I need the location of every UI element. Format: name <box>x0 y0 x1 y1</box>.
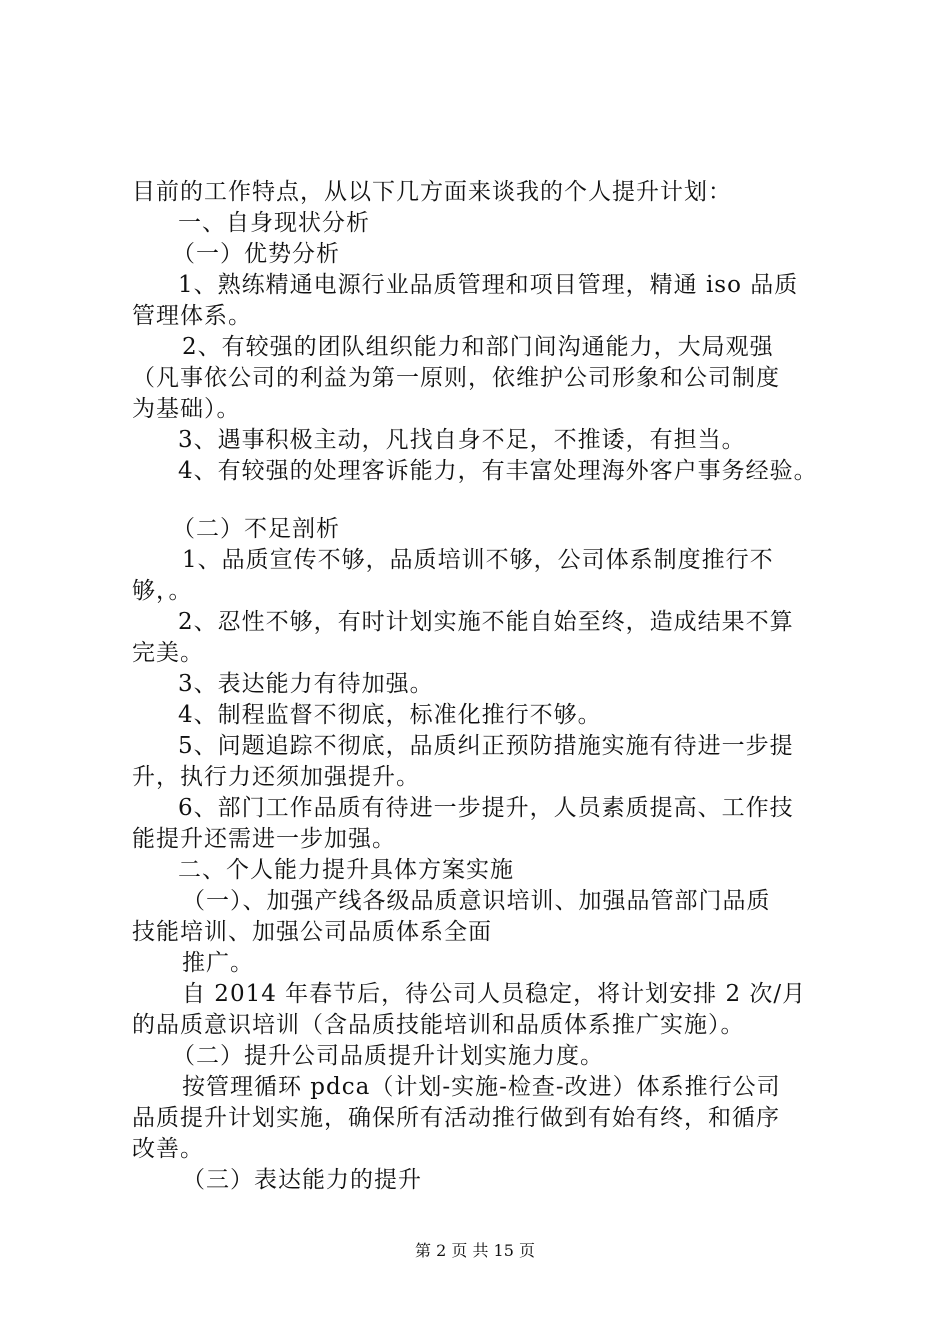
text-line-1: 目前的工作特点，从以下几方面来谈我的个人提升计划： <box>132 179 732 205</box>
text-line-5: 管理体系。 <box>132 303 252 329</box>
text-line-4: 1、熟练精通电源行业品质管理和项目管理，精通 iso 品质 <box>178 272 799 298</box>
text-line-20: 6、部门工作品质有待进一步提升，人员素质提高、工作技 <box>178 795 794 821</box>
text-line-12: 1、品质宣传不够，品质培训不够，公司体系制度推行不 <box>182 547 774 573</box>
subsection-heading-plan-2: （二）提升公司品质提升计划实施力度。 <box>172 1043 604 1069</box>
section-heading-2: 二、个人能力提升具体方案实施 <box>178 857 514 883</box>
subsection-heading-weaknesses: （二）不足剖析 <box>172 516 340 542</box>
text-line-6: 2、有较强的团队组织能力和部门间沟通能力，大局观强 <box>182 334 774 360</box>
page-number-footer: 第 2 页 共 15 页 <box>415 1241 535 1260</box>
text-line-27: 的品质意识培训（含品质技能培训和品质体系推广实施）。 <box>132 1012 745 1038</box>
text-line-9: 3、遇事积极主动，凡找自身不足，不推诿，有担当。 <box>178 427 746 453</box>
text-line-14: 2、忍性不够，有时计划实施不能自始至终，造成结果不算 <box>178 609 794 635</box>
subsection-heading-strengths: （一）优势分析 <box>172 241 340 267</box>
text-line-21: 能提升还需进一步加强。 <box>132 826 396 852</box>
text-line-24: 技能培训、加强公司品质体系全面 <box>132 919 492 945</box>
text-line-30: 品质提升计划实施，确保所有活动推行做到有始有终，和循序 <box>132 1105 780 1131</box>
text-line-26: 自 2014 年春节后，待公司人员稳定，将计划安排 2 次/月 <box>182 981 807 1007</box>
section-heading-1: 一、自身现状分析 <box>178 210 370 236</box>
text-line-17: 4、制程监督不彻底，标准化推行不够。 <box>178 702 602 728</box>
text-line-8: 为基础）。 <box>132 396 241 422</box>
text-line-31: 改善。 <box>132 1136 204 1162</box>
text-line-16: 3、表达能力有待加强。 <box>178 671 434 697</box>
text-line-10: 4、有较强的处理客诉能力，有丰富处理海外客户事务经验。 <box>178 458 818 484</box>
text-line-25: 推广。 <box>182 950 254 976</box>
subsection-heading-plan-3: （三）表达能力的提升 <box>182 1167 422 1193</box>
text-line-18: 5、问题追踪不彻底，品质纠正预防措施实施有待进一步提 <box>178 733 794 759</box>
text-line-29: 按管理循环 pdca（计划-实施-检查-改进）体系推行公司 <box>182 1074 781 1100</box>
text-line-13: 够，。 <box>132 578 193 604</box>
text-line-23: （一）、加强产线各级品质意识培训、加强品管部门品质 <box>182 888 771 914</box>
text-line-7: （凡事依公司的利益为第一原则，依维护公司形象和公司制度 <box>132 365 780 391</box>
text-line-15: 完美。 <box>132 640 204 666</box>
text-line-19: 升，执行力还须加强提升。 <box>132 764 420 790</box>
